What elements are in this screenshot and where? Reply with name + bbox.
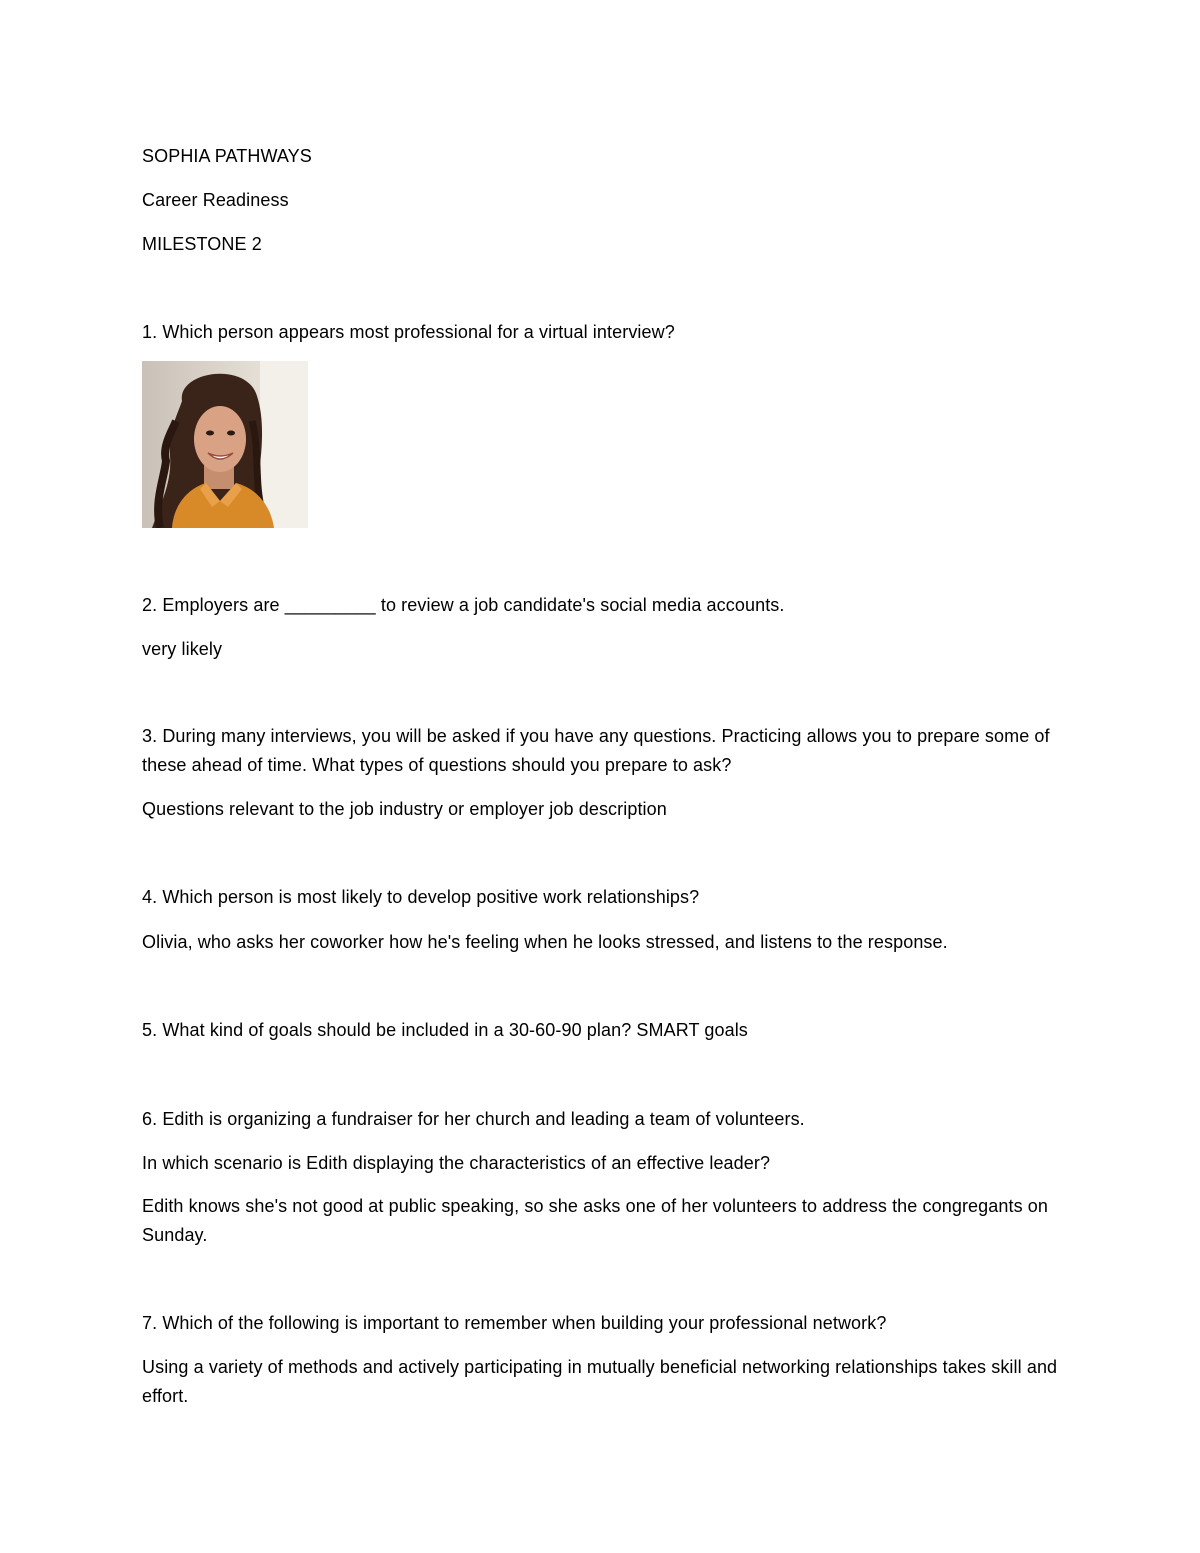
course-title: Career Readiness (142, 190, 289, 210)
milestone-title: MILESTONE 2 (142, 234, 262, 254)
candidate-photo (142, 361, 308, 528)
question-6-answer: Edith knows she's not good at public speaking, so she asks one of her volunteers to address the congregants on Sunday. (142, 1196, 1048, 1245)
question-1-prompt: 1. Which person appears most professional for a virtual interview? (142, 322, 675, 342)
question-2-answer: very likely (142, 639, 223, 659)
question-4-prompt: 4. Which person is most likely to develop positive work relationships? (142, 887, 700, 907)
question-3-prompt: 3. During many interviews, you will be asked if you have any questions. Practicing allows you to prepare some of these ahead of time. What types of questions should you prepare to ask? (142, 726, 1050, 775)
question-6-prompt-2: In which scenario is Edith displaying the characteristics of an effective leader? (142, 1153, 771, 1173)
question-7-prompt: 7. Which of the following is important to remember when building your professional network? (142, 1313, 887, 1333)
question-7-answer: Using a variety of methods and actively participating in mutually beneficial networking relationships takes skill and effort. (142, 1357, 1058, 1406)
program-title: SOPHIA PATHWAYS (142, 146, 312, 166)
question-2-prompt: 2. Employers are _________ to review a job candidate's social media accounts. (142, 595, 785, 615)
question-3-answer: Questions relevant to the job industry or employer job description (142, 799, 667, 819)
question-6-prompt: 6. Edith is organizing a fundraiser for her church and leading a team of volunteers. (142, 1109, 805, 1129)
question-4-answer: Olivia, who asks her coworker how he's feeling when he looks stressed, and listens to the response. (142, 932, 948, 952)
question-5-prompt: 5. What kind of goals should be included in a 30-60-90 plan? SMART goals (142, 1020, 748, 1040)
